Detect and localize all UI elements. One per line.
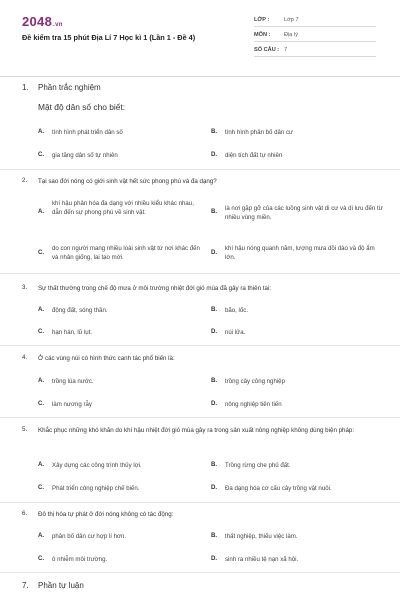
option-text: ô nhiễm môi trường. [52,556,108,563]
option-text: thất nghiệp, thiếu việc làm. [225,533,298,540]
option-letter: D. [211,328,218,335]
option-text: Đa dạng hóa cơ cấu cây trồng vật nuôi. [225,485,332,492]
exam-title: Đề kiểm tra 15 phút Địa Lí 7 Học kì 1 (Lần 1 - Đề 4) [22,33,196,42]
option-letter: C. [38,555,45,562]
meta-class-row [254,14,376,27]
option-text: động đất, sóng thần. [52,307,108,314]
option-letter: B. [211,208,218,215]
meta-subject-row [254,29,376,42]
section-number: 1. [22,83,29,92]
header [0,0,400,76]
question-number: 6. [22,510,28,517]
question-text: Ở các vùng núi có hình thức canh tác phổ biến là: [38,355,175,362]
option-letter: D. [211,400,218,407]
question-divider [0,417,400,418]
option-text: khí hậu phân hóa đa dạng với nhiều kiểu khác nhau, dẫn đến sự phong phú về sinh vật. [52,200,194,216]
option-text: trồng cây công nghiệp [225,378,285,385]
question-number: 4. [22,354,28,361]
question-divider [0,169,400,170]
option-letter: A. [38,461,45,468]
question-text: Sự thất thường trong chế độ mưa ở môi trường nhiệt đới gió mùa đã gây ra thiên tai: [38,285,271,292]
question-number: 5. [22,426,28,433]
option-letter: D. [211,249,218,256]
question-divider [0,502,400,503]
logo-text: 2048 [22,14,53,29]
section-number: 7. [22,581,29,590]
question-text: Khắc phục những khó khăn do khí hậu nhiệt đới gió mùa gây ra trong sản xuất nông nghiệp không dùng biện pháp: [38,427,355,434]
option-letter: A. [38,128,45,135]
option-letter: C. [38,151,45,158]
option-text: bão, lốc. [225,307,249,314]
option-text: diện tích đất tự nhiên [225,152,283,159]
meta-count-label: SỐ CÂU : [254,47,280,53]
option-text: làm nương rẫy [52,401,92,408]
logo-suffix: .vn [53,22,63,28]
option-letter: B. [211,461,218,468]
option-text: nông nghiệp tiên tiến [225,401,282,408]
meta-class-label: LỚP : [254,17,270,23]
question-number: 3. [22,284,28,291]
option-letter: C. [38,484,45,491]
question-number: 2. [22,177,28,184]
site-logo[interactable] [22,14,63,29]
meta-class-value: Lớp 7 [284,17,299,23]
header-divider [0,76,400,77]
meta-count-row [254,44,376,57]
section-title: Phần trắc nghiệm [38,83,101,92]
option-letter: B. [211,377,218,384]
option-text: sinh ra nhiều tệ nạn xã hội. [225,556,299,563]
option-text: Xây dựng các công trình thủy lợi. [52,462,142,469]
meta-count-value: 7 [284,47,288,53]
option-letter: A. [38,532,45,539]
option-text: do con người mang nhiều loài sinh vật từ nơi khác đến và nhân giống, lai tạo mới. [52,245,200,261]
option-text: Phát triển công nghiệp chế biến. [52,485,140,492]
option-letter: A. [38,208,45,215]
option-text: tình hình phát triển dân số [52,129,123,136]
option-letter: C. [38,328,45,335]
question-text: Tại sao đới nóng có giới sinh vật hết sức phong phú và đa dạng? [38,178,217,185]
option-letter: D. [211,484,218,491]
option-text: trồng lúa nước. [52,378,94,385]
question-1-text: Mật độ dân số cho biết: [38,102,126,112]
option-letter: B. [211,306,218,313]
option-letter: B. [211,128,218,135]
option-text: tình hình phân bố dân cư [225,129,294,136]
section-title: Phần tự luận [38,581,84,590]
option-letter: B. [211,532,218,539]
option-text: khí hậu nóng quanh năm, lượng mưa dồi dào và độ ẩm lớn. [225,245,375,261]
question-divider [0,572,400,573]
question-text: Đô thị hóa tự phát ở đới nóng không có tác động: [38,511,174,518]
option-text: núi lửa. [225,329,246,336]
option-letter: C. [38,400,45,407]
meta-subject-value: Địa lý [284,32,298,38]
question-divider [0,273,400,274]
question-divider [0,345,400,346]
option-text: là nơi gặp gỡ của các luồng sinh vật di cư và di lưu đến từ nhiều vùng miền. [225,205,383,221]
option-text: hạn hán, lũ lụt. [52,329,92,336]
option-text: Trồng rừng che phủ đất. [225,462,291,469]
option-letter: A. [38,377,45,384]
option-letter: C. [38,249,45,256]
option-text: gia tăng dân số tự nhiên [52,152,118,159]
option-letter: D. [211,151,218,158]
meta-subject-label: MÔN : [254,32,271,38]
option-text: phân bố dân cư hợp lí hơn. [52,533,127,540]
option-letter: A. [38,306,45,313]
option-letter: D. [211,555,218,562]
